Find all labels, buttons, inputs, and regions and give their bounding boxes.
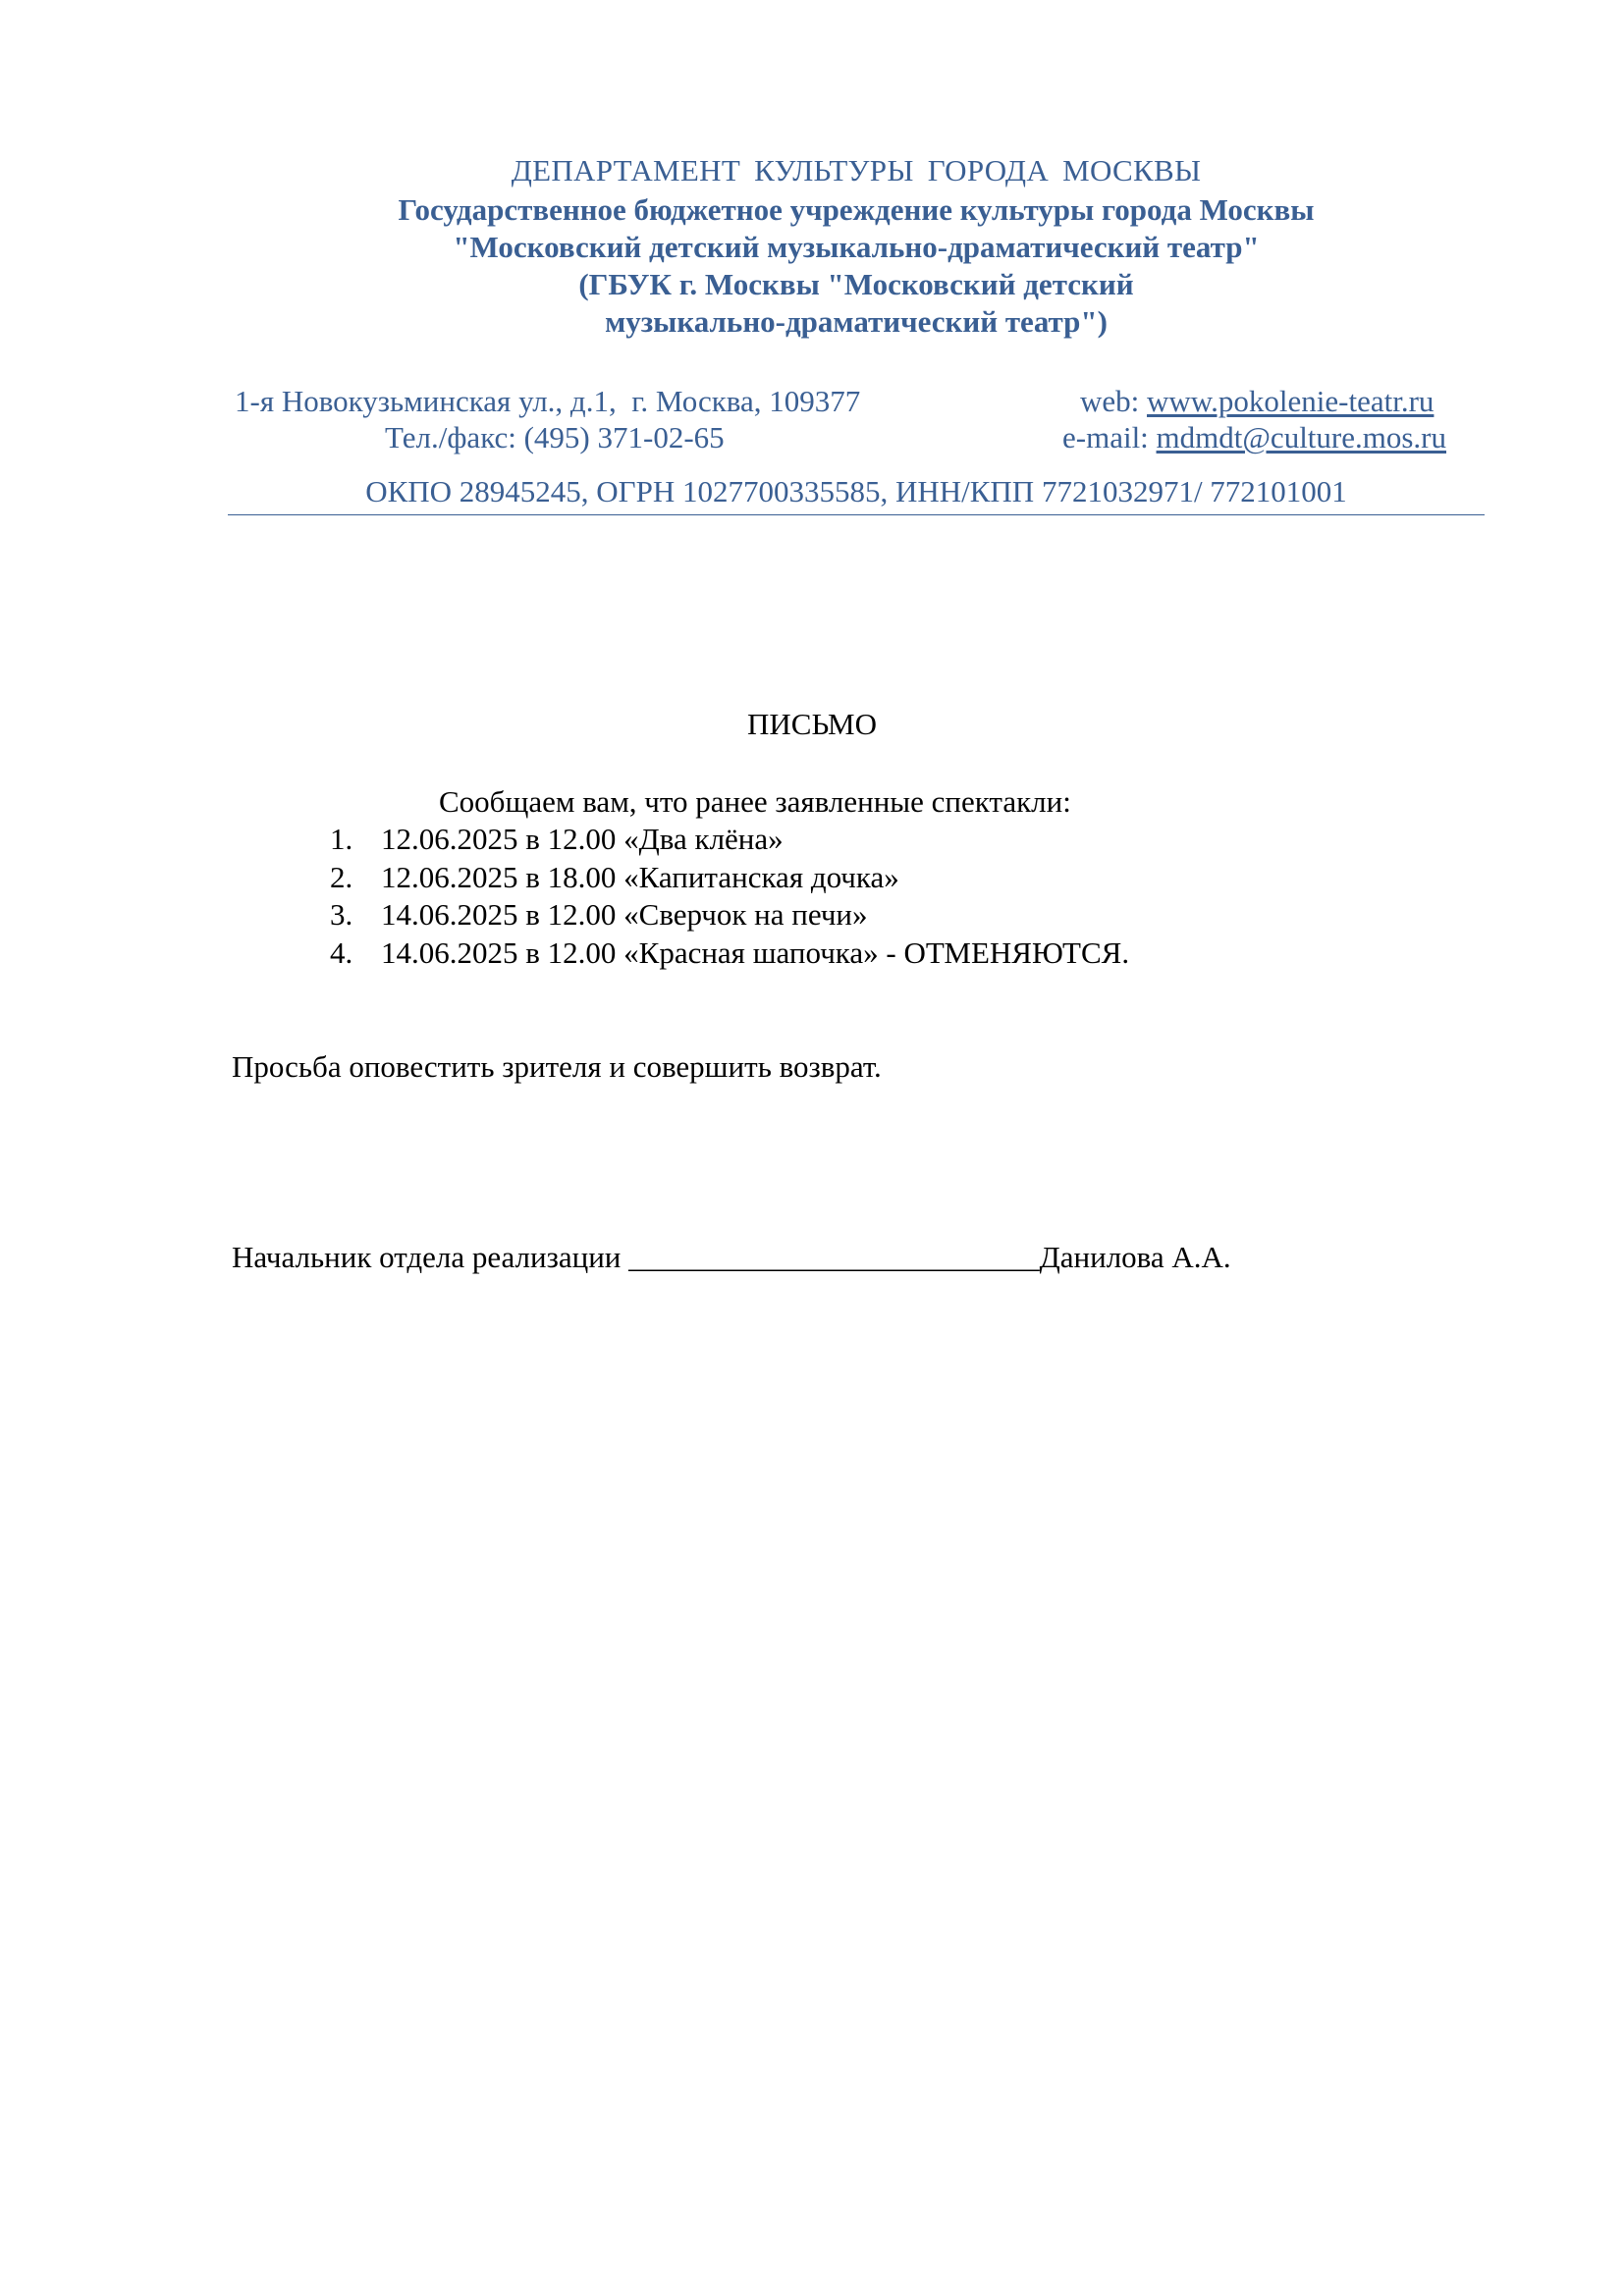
letterhead-divider	[228, 514, 1485, 515]
list-item	[330, 896, 1129, 934]
phone-fax: Тел./факс: (495) 371-02-65	[385, 420, 725, 454]
list-item-text: 14.06.2025 в 12.00 «Сверчок на печи»	[381, 897, 868, 932]
email-link[interactable]: mdmdt@culture.mos.ru	[1156, 420, 1447, 454]
list-item	[330, 821, 1129, 859]
signature-line: Начальник отдела реализации ___________________________Данилова А.А.	[232, 1240, 1231, 1274]
email-label: e-mail:	[1062, 420, 1157, 454]
list-item-number: 2.	[330, 859, 353, 894]
list-item-number: 4.	[330, 934, 353, 970]
email-line	[1062, 419, 1446, 456]
organization-address: 1-я Новокузьминская ул., д.1, г. Москва, 109377	[235, 384, 861, 418]
cancelled-performances-list	[330, 821, 1129, 972]
website-link[interactable]: www.pokolenie-teatr.ru	[1147, 384, 1435, 418]
website-line	[1080, 383, 1434, 420]
request-paragraph: Просьба оповестить зрителя и совершить возврат.	[232, 1049, 882, 1084]
list-item	[330, 934, 1129, 973]
list-item	[330, 859, 1129, 897]
list-item-text: 12.06.2025 в 12.00 «Два клёна»	[381, 822, 784, 856]
intro-paragraph: Сообщаем вам, что ранее заявленные спектакли:	[439, 784, 1071, 819]
organization-name-line-2: "Московский детский музыкально-драматический театр"	[453, 230, 1260, 264]
department-name: ДЕПАРТАМЕНТ КУЛЬТУРЫ ГОРОДА МОСКВЫ	[511, 153, 1202, 187]
website-label: web:	[1080, 384, 1148, 418]
list-item-number: 3.	[330, 897, 353, 932]
registration-codes: ОКПО 28945245, ОГРН 1027700335585, ИНН/КПП 7721032971/ 772101001	[365, 474, 1347, 508]
list-item-text: 14.06.2025 в 12.00 «Красная шапочка» - ОТМЕНЯЮТСЯ.	[381, 934, 1130, 970]
organization-name-line-3: (ГБУК г. Москвы "Московский детский	[578, 267, 1134, 301]
list-item-text: 12.06.2025 в 18.00 «Капитанская дочка»	[381, 859, 899, 894]
list-item-number: 1.	[330, 822, 353, 856]
organization-name-line-1: Государственное бюджетное учреждение культуры города Москвы	[398, 192, 1315, 227]
organization-name-line-4: музыкально-драматический театр")	[605, 304, 1108, 339]
document-title: ПИСЬМО	[747, 707, 877, 741]
